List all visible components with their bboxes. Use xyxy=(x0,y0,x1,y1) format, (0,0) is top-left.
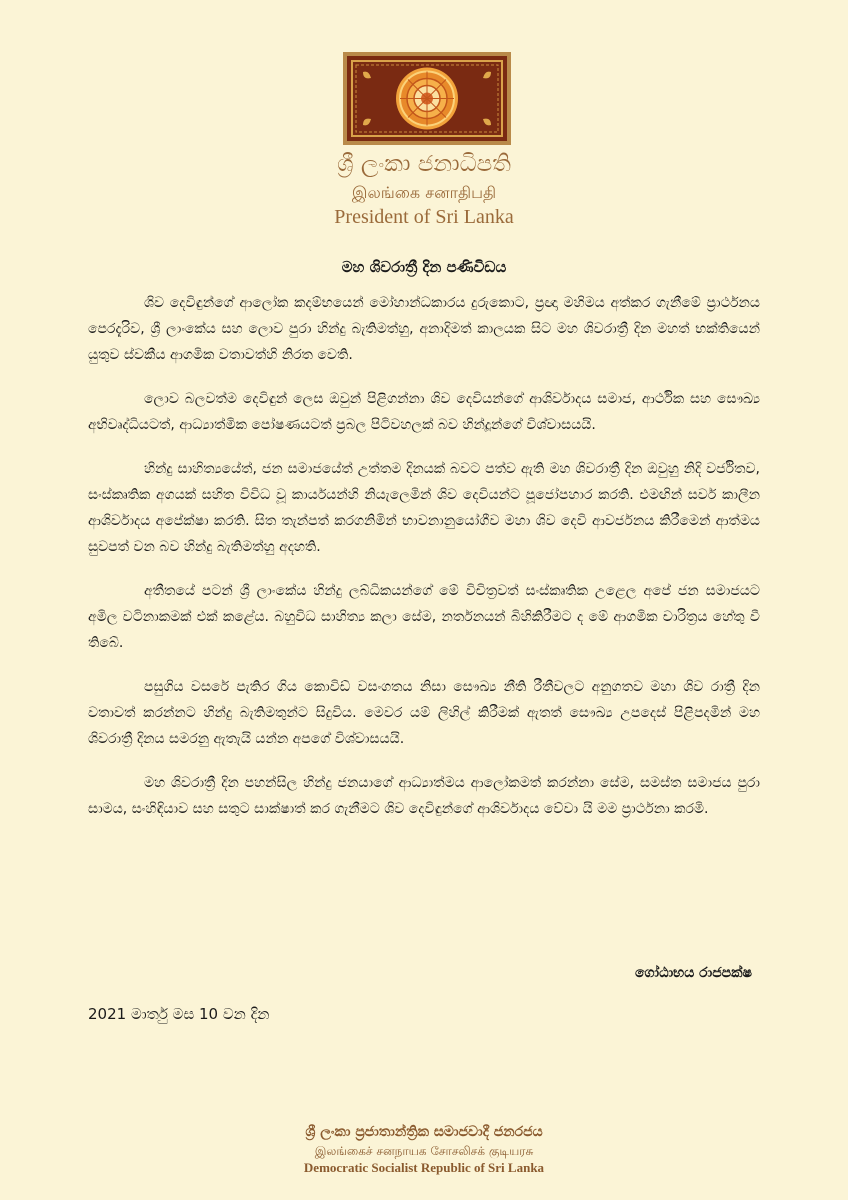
header-sinhala: ශ්‍රී ලංකා ජනාධිපති xyxy=(337,151,511,177)
paragraph-3: හින්දු සාහිත්‍යයේත්, ජන සමාජයේත් උත්තම දිනයක් බවට පත්ව ඇති මහ ශිවරාත්‍රී දින ඔවුහු නිදි වර්ජිතව, සංස්කෘතික අගයක් සහිත විවිධ වූ කාර්යයන්හි නියැලෙමින් ශිව දෙවියන්ට පූජෝපහාර කරති. එමඟින් සර්ව කාලීන ආශිර්වාදය අපේක්ෂා කරති. සිත තැන්පත් කරගනිමින් භාවනානුයෝගීව මහා ශිව දෙවි ආවර්ජනය කිරීමෙන් ආත්මය සුවපත් වන බව හින්දු බැතිමත්හු අදහති. xyxy=(88,461,760,555)
header-tamil: இலங்கை சனாதிபதி xyxy=(351,183,497,202)
footer-sinhala: ශ්‍රී ලංකා ප්‍රජාතාන්ත්‍රික සමාජවාදී ජනරජය xyxy=(305,1124,543,1140)
paragraph-5: පසුගිය වසරේ පැතිර ගිය කොවිඩ් වසංගතය නිසා සෞඛ්‍ය නීති රීතීවලට අනුගතව මහා ශිව රාත්‍රී දින වතාවත් කරන්නට හින්දු බැතිමතුන්ට සිදුවිය. මෙවර යම් ලිහිල් කිරීමක් ඇතත් සෞඛ්‍ය උපදෙස් පිළිපදමින් මහ ශිවරාත්‍රී දිනය සමරනු ඇතැයි යන්න අපගේ විශ්වාසයයි. xyxy=(88,679,760,747)
document-title: මහ ශිවරාත්‍රී දින පණිවිඩය xyxy=(341,258,507,276)
paragraph-2: ලොව බලවත්ම දෙවිඳුන් ලෙස ඔවුන් පිළිගන්නා ශිව දෙවියන්ගේ ආශිර්වාදය සමාජ, ආර්ථික සහ සෞඛ්‍ය අභිවෘද්ධියටත්, ආධ්‍යාත්මික පෝෂණයටත් ප්‍රබල පිටිවහලක් බව හින්දූන්ගේ විශ්වාසයයි. xyxy=(88,391,760,433)
message-body xyxy=(88,290,760,840)
paragraph-4: අතීතයේ පටන් ශ්‍රී ලාංකේය හින්දු ලබ්ධිකයන්ගේ මේ විචිත්‍රවත් සංස්කෘතික උළෙල අපේ ජන සමාජයට අමිල වටිනාකමක් එක් කළේය. බහුවිධ සාහිත්‍ය කලා සේම, නර්තනයන් බිහිකිරීමට ද මේ ආගමික චාරිත්‍රය හේතු වී තිබේ. xyxy=(88,583,760,651)
paragraph-1: ශිව දෙවිඳුන්ගේ ආලෝක කදම්භයෙන් මෝහාන්ධකාරය දුරුකොට, ප්‍රඥා මහිමය අත්කර ගැනීමේ ප්‍රාර්ථනය පෙරදැරිව, ශ්‍රී ලාංකේය සහ ලොව පුරා හින්දු බැතිමත්හු, අනාදිමත් කාලයක සිට මහ ශිවරාත්‍රී දින මහත් භක්තියෙන් යුතුව ස්වකීය ආගමික වතාවත්හි නිරත වෙති. xyxy=(88,295,760,363)
dharma-chakra-emblem-icon xyxy=(343,52,511,145)
signature-name: ගෝඨාභය රාජපක්ෂ xyxy=(634,965,752,981)
paragraph-6: මහ ශිවරාත්‍රී දින පහන්සිල හින්දු ජනයාගේ ආධ්‍යාත්මය ආලෝකමත් කරන්නා සේම, සමස්ත සමාජය පුරා සාමය, සංහිඳියාව සහ සතුට සාක්ෂාත් කර ගැනීමට ශිව දෙවිඳුන්ගේ ආශිර්වාදය වේවා යි මම ප්‍රාර්ථනා කරමි. xyxy=(88,775,760,817)
footer-english: Democratic Socialist Republic of Sri Lanka xyxy=(303,1160,545,1175)
document-date: 2021 මාර්තු මස 10 වන දින xyxy=(88,1005,270,1023)
footer-tamil: இலங்கைச் சனநாயக சோசலிசக் குடியரசு xyxy=(314,1144,534,1158)
header-english: President of Sri Lanka xyxy=(334,206,514,228)
